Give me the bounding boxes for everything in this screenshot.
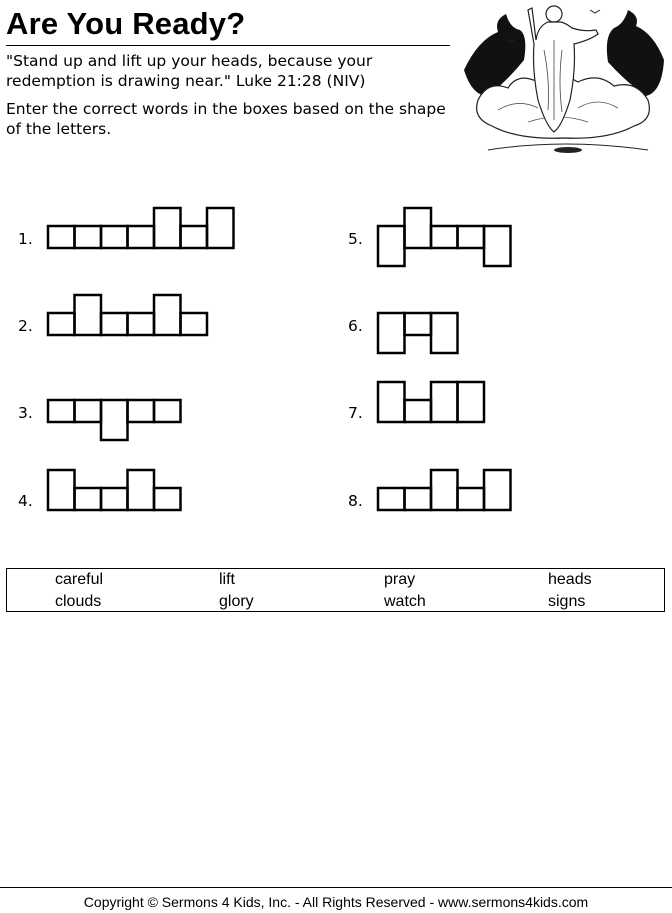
scripture-verse: "Stand up and lift up your heads, because your redemption is drawing near." Luke 21:28 (NIV) xyxy=(6,52,373,90)
puzzle-number: 4. xyxy=(18,492,33,510)
word-bank-item: signs xyxy=(548,593,586,610)
letter-box[interactable] xyxy=(48,313,75,335)
letter-box[interactable] xyxy=(128,470,155,510)
letter-box[interactable] xyxy=(101,488,128,510)
letter-box[interactable] xyxy=(101,226,128,248)
page-title: Are You Ready? xyxy=(6,6,246,41)
letter-box[interactable] xyxy=(431,382,458,422)
letter-box[interactable] xyxy=(458,488,485,510)
puzzle-number: 1. xyxy=(18,230,33,248)
letter-box[interactable] xyxy=(378,488,405,510)
letter-box[interactable] xyxy=(75,488,102,510)
letter-box[interactable] xyxy=(128,226,155,248)
instructions-text: Enter the correct words in the boxes based on the shape of the letters. xyxy=(6,100,446,138)
letter-box[interactable] xyxy=(154,208,181,248)
letter-box[interactable] xyxy=(405,313,432,335)
word-bank-item: clouds xyxy=(55,593,102,610)
letter-box[interactable] xyxy=(378,382,405,422)
footer-divider xyxy=(0,887,672,888)
letter-box[interactable] xyxy=(207,208,234,248)
puzzle-number: 8. xyxy=(348,492,363,510)
letter-box[interactable] xyxy=(101,400,128,440)
letter-box[interactable] xyxy=(484,470,511,510)
letter-box[interactable] xyxy=(378,313,405,353)
letter-box[interactable] xyxy=(405,208,432,248)
puzzle-number: 7. xyxy=(348,404,363,422)
letter-box[interactable] xyxy=(154,400,181,422)
word-bank-item: pray xyxy=(384,571,416,588)
letter-box[interactable] xyxy=(181,226,208,248)
letter-box[interactable] xyxy=(431,470,458,510)
letter-box[interactable] xyxy=(48,226,75,248)
letter-box[interactable] xyxy=(458,382,485,422)
letter-box[interactable] xyxy=(48,470,75,510)
letter-box[interactable] xyxy=(378,226,405,266)
word-bank-item: watch xyxy=(384,593,426,610)
letter-box[interactable] xyxy=(75,226,102,248)
letter-box[interactable] xyxy=(405,488,432,510)
puzzle-number: 2. xyxy=(18,317,33,335)
word-bank-item: glory xyxy=(219,593,254,610)
letter-box[interactable] xyxy=(128,313,155,335)
letter-box[interactable] xyxy=(75,295,102,335)
letter-box[interactable] xyxy=(101,313,128,335)
copyright-text: Copyright © Sermons 4 Kids, Inc. - All Rights Reserved - www.sermons4kids.com xyxy=(83,894,589,910)
word-bank xyxy=(6,568,665,612)
letter-box[interactable] xyxy=(405,400,432,422)
letter-box[interactable] xyxy=(154,488,181,510)
letter-box[interactable] xyxy=(181,313,208,335)
puzzle-number: 5. xyxy=(348,230,363,248)
word-bank-item: lift xyxy=(219,571,235,588)
letter-box[interactable] xyxy=(431,226,458,248)
puzzle-number: 3. xyxy=(18,404,33,422)
letter-box[interactable] xyxy=(458,226,485,248)
word-bank-item: heads xyxy=(548,571,592,588)
letter-box[interactable] xyxy=(75,400,102,422)
word-bank-item: careful xyxy=(55,571,104,588)
letter-box[interactable] xyxy=(431,313,458,353)
letter-box[interactable] xyxy=(154,295,181,335)
letter-box[interactable] xyxy=(48,400,75,422)
puzzle-number: 6. xyxy=(348,317,363,335)
letter-box[interactable] xyxy=(128,400,155,422)
letter-box[interactable] xyxy=(484,226,511,266)
